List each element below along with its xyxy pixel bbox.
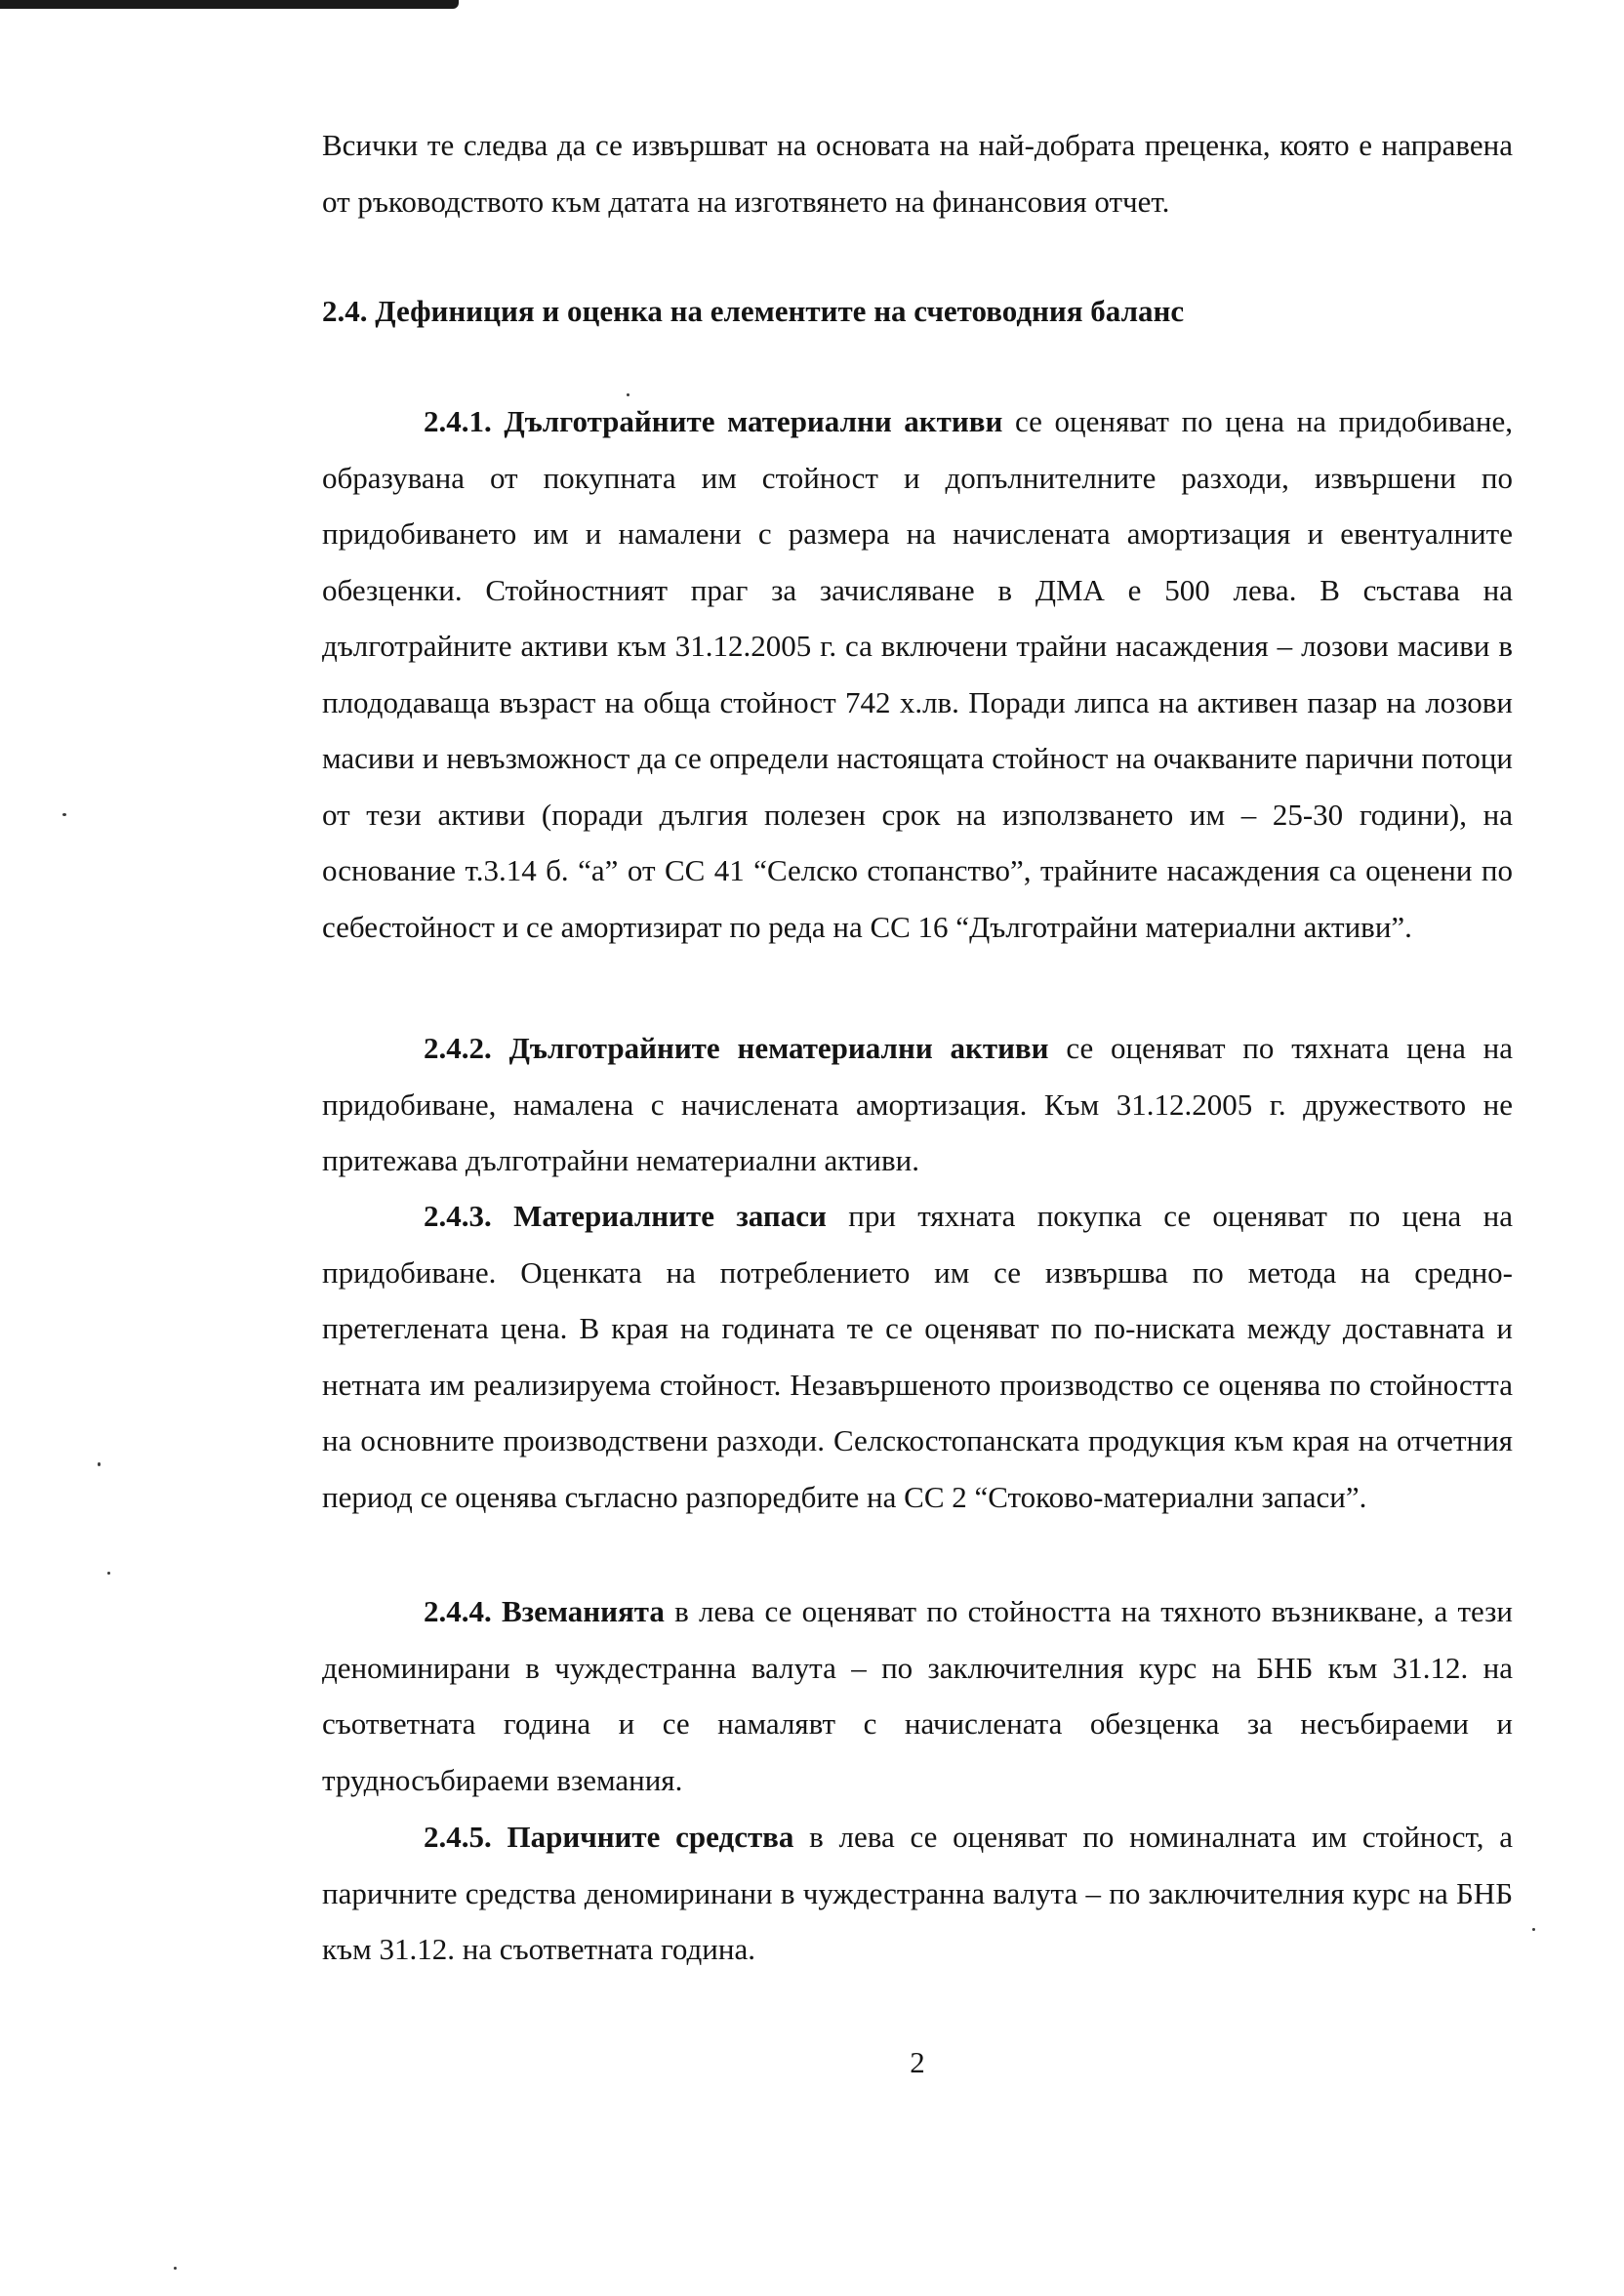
paragraph-body: се оценяват по цена на придобиване, образувана от покупната им стойност и допълнителните разходи, извършени по придобиването им и намалени с размера на начислената амортизация и евентуалните обезценки. Стойностният праг за зачисляване в ДМА е 500 лева. В състава на дълготрайните активи към 31.12.2005 г. са включени трайни насаждения – лозови масиви в плододаваща възраст на обща стойност 742 х.лв. Поради липса на активен пазар на лозови масиви и невъзможност да се определи настоящата стойност на очакваните парични потоци от тези активи (поради дългия полезен срок на използването им – 25-30 години), на основание т.3.14 б. “а” от СС 41 “Селско стопанство”, трайните насаждения са оценени по себестойност и се амортизират по реда на СС 16 “Дълготрайни материални активи”. xyxy=(322,404,1513,944)
paragraph-body: в лева се оценяват по номиналната им стойност, а паричните средства деномиринани в чуждестранна валута – по заключителния курс на БНБ към 31.12. на съответната година. xyxy=(322,1820,1514,1966)
scan-speck xyxy=(174,2267,177,2270)
paragraph-body: в лева се оценяват по стойността на тяхното възникване, а тези деноминирани в чуждестранна валута – по заключителния курс на БНБ към 31.12. на съответната година и се намалявт с начислената обезценка за несъбираеми и трудносъбираеми вземания. xyxy=(322,1594,1513,1797)
intro-paragraph: Всички те следва да се извършват на основата на най-добрата преценка, която е направена от ръководството към датата на изготвянето на финансовия отчет. xyxy=(322,128,1513,219)
paragraph-number: 2.4.2. xyxy=(424,1031,492,1065)
paragraph-term: Материалните запаси xyxy=(513,1199,827,1233)
paragraph-term: Паричните средства xyxy=(507,1820,794,1854)
paragraph-number: 2.4.3. xyxy=(424,1199,492,1233)
paragraph-2-4-3 xyxy=(322,1188,1513,1525)
scan-speck xyxy=(1532,1928,1535,1931)
paragraph-2-4-4 xyxy=(322,1583,1513,1808)
page-number: 2 xyxy=(910,2045,925,2079)
paragraph-2-4-1 xyxy=(322,393,1513,955)
paragraph-term: Дълготрайните материални активи xyxy=(504,404,1003,438)
paragraph-term: Вземанията xyxy=(502,1594,665,1628)
paragraph-term: Дълготрайните нематериални активи xyxy=(508,1031,1049,1065)
scan-speck xyxy=(62,813,66,816)
paragraph-2-4-2 xyxy=(322,1020,1513,1189)
paragraph-number: 2.4.4. xyxy=(424,1594,492,1628)
paragraph-body: при тяхната покупка се оценяват по цена на придобиване. Оценката на потреблението им се извършва по метода на средно-претеглената цена. В края на годината те се оценяват по по-ниската между доставната и нетната им реализируема стойност. Незавършеното производство се оценява по стойността на основните производствени разходи. Селскостопанската продукция към края на отчетния период се оценява съгласно разпоредбите на СС 2 “Стоково-материални запаси”. xyxy=(322,1199,1514,1514)
section-heading: 2.4. Дефиниция и оценка на елементите на счетоводния баланс xyxy=(322,294,1185,328)
paragraph-number: 2.4.1. xyxy=(424,404,492,438)
scan-edge-mark xyxy=(0,0,459,9)
scan-speck xyxy=(98,1462,101,1466)
paragraph-body: се оценяват по тяхната цена на придобиване, намалена с начислената амортизация. Към 31.12.2005 г. дружеството не притежава дълготрайни нематериални активи. xyxy=(322,1031,1513,1177)
scan-speck xyxy=(107,1572,110,1575)
paragraph-2-4-5 xyxy=(322,1809,1513,1978)
scan-speck xyxy=(627,393,629,396)
paragraph-number: 2.4.5. xyxy=(424,1820,492,1854)
